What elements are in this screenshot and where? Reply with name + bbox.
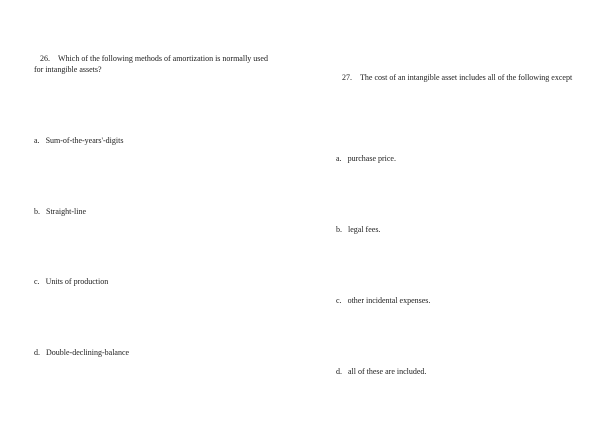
question-27-option-a xyxy=(336,153,396,164)
option-letter: d. xyxy=(34,348,40,357)
option-text: other incidental expenses. xyxy=(347,296,431,305)
question-26-option-d xyxy=(34,347,129,358)
question-27-option-d xyxy=(336,366,426,377)
question-27-text: The cost of an intangible asset includes all of the following except xyxy=(360,73,573,82)
question-26-option-a xyxy=(34,135,123,146)
option-text: Sum-of-the-years'-digits xyxy=(45,136,124,145)
question-27-stem xyxy=(336,72,576,83)
option-letter: a. xyxy=(34,136,40,145)
option-letter: c. xyxy=(336,296,342,305)
option-letter: d. xyxy=(336,367,342,376)
question-27-option-b xyxy=(336,224,380,235)
option-text: Units of production xyxy=(45,277,109,286)
option-text: all of these are included. xyxy=(348,367,427,376)
option-letter: c. xyxy=(34,277,40,286)
question-27-number: 27. xyxy=(342,73,352,82)
question-26-option-b xyxy=(34,206,86,217)
option-letter: a. xyxy=(336,154,342,163)
option-text: Straight-line xyxy=(46,207,86,216)
question-26-number: 26. xyxy=(40,54,50,63)
option-text: purchase price. xyxy=(347,154,396,163)
option-letter: b. xyxy=(336,225,342,234)
option-text: legal fees. xyxy=(348,225,381,234)
option-letter: b. xyxy=(34,207,40,216)
question-26-text: Which of the following methods of amortization is normally used for intangible assets? xyxy=(34,54,268,74)
question-26-stem xyxy=(34,53,274,75)
question-27-option-c xyxy=(336,295,430,306)
question-26-option-c xyxy=(34,276,108,287)
option-text: Double-declining-balance xyxy=(46,348,130,357)
